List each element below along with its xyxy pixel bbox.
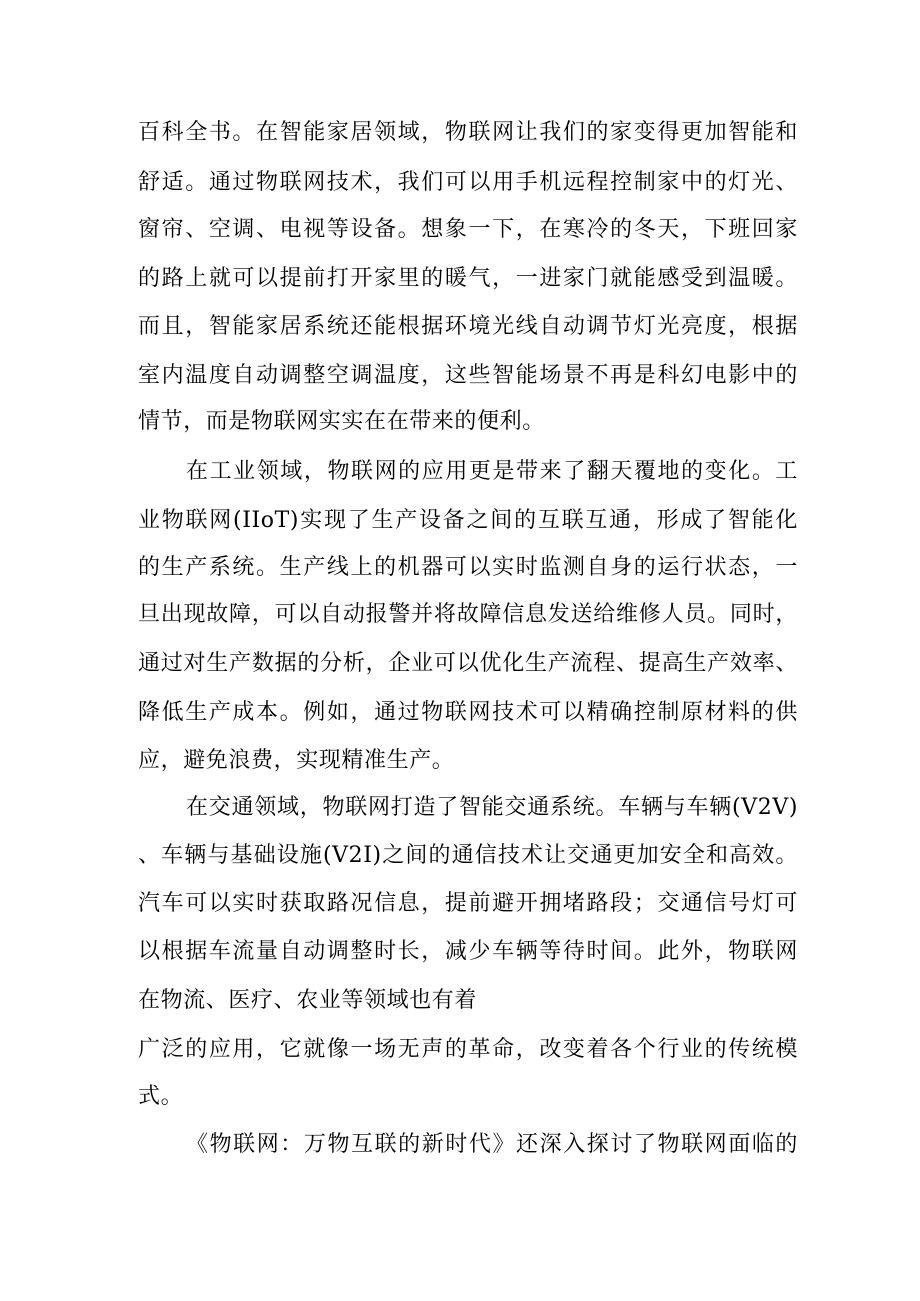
text-line: 窗帘、空调、电视等设备。想象一下，在寒冷的冬天，下班回家: [138, 217, 798, 242]
text-line: 百科全书。在智能家居领域，物联网让我们的家变得更加智能和: [138, 120, 798, 145]
text-line: 旦出现故障，可以自动报警并将故障信息发送给维修人员。同时，: [138, 602, 798, 627]
text-line: 式。: [138, 1084, 184, 1109]
text-line: 舒适。通过物联网技术，我们可以用手机远程控制家中的灯光、: [138, 170, 798, 195]
text-line: 的生产系统。生产线上的机器可以实时监测自身的运行状态，一: [138, 555, 798, 580]
text-line: 以根据车流量自动调整时长，减少车辆等待时间。此外，物联网: [138, 939, 798, 964]
text-line: 室内温度自动调整空调温度，这些智能场景不再是科幻电影中的: [138, 363, 798, 388]
text-line: 在物流、医疗、农业等领域也有着: [138, 988, 478, 1013]
text-line: 广泛的应用，它就像一场无声的革命，改变着各个行业的传统模: [138, 1037, 798, 1062]
text-line: 通过对生产数据的分析，企业可以优化生产流程、提高生产效率、: [138, 651, 798, 676]
text-line: 情节，而是物联网实实在在带来的便利。: [138, 409, 545, 434]
text-line: 的路上就可以提前打开家里的暖气，一进家门就能感受到温暖。: [138, 266, 798, 291]
paragraph-first-line: 在交通领域，物联网打造了智能交通系统。车辆与车辆(V2V): [186, 795, 798, 820]
text-line: 而且，智能家居系统还能根据环境光线自动调节灯光亮度，根据: [138, 314, 798, 339]
paragraph-first-line: 在工业领域，物联网的应用更是带来了翻天覆地的变化。工: [186, 459, 798, 484]
text-line: 降低生产成本。例如，通过物联网技术可以精确控制原材料的供: [138, 700, 798, 725]
paragraph-first-line: 《物联网：万物互联的新时代》还深入探讨了物联网面临的: [186, 1132, 798, 1157]
text-line: 业物联网(IIoT)实现了生产设备之间的互联互通，形成了智能化: [138, 508, 798, 533]
text-line: 应，避免浪费，实现精准生产。: [138, 748, 455, 773]
text-line: 、车辆与基础设施(V2I)之间的通信技术让交通更加安全和高效。: [138, 843, 798, 868]
text-line: 汽车可以实时获取路况信息，提前避开拥堵路段；交通信号灯可: [138, 891, 798, 916]
